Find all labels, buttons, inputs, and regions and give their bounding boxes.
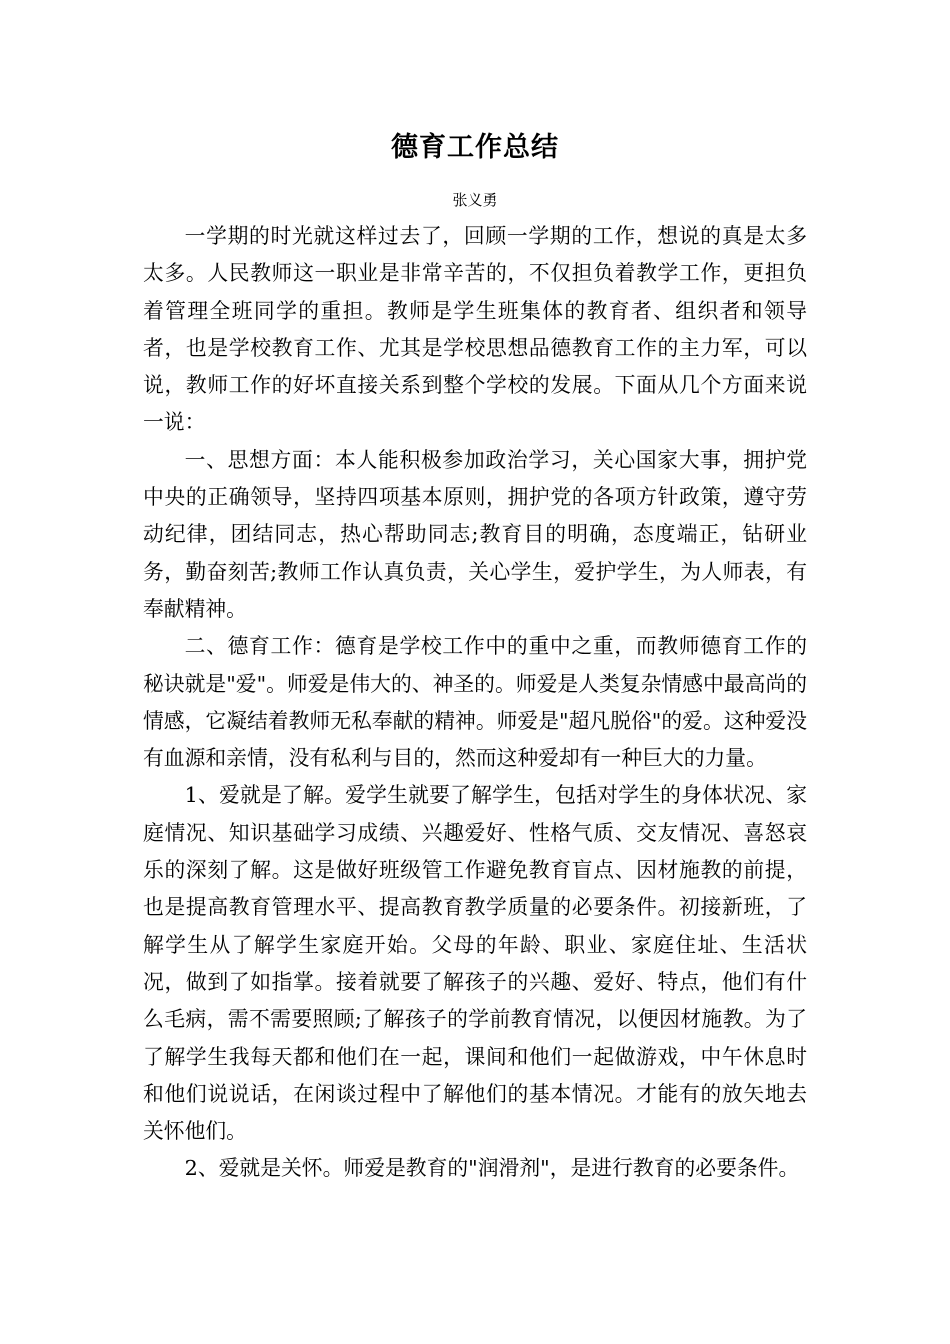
paragraph-love-is-care: 2、爱就是关怀。师爱是教育的"润滑剂"，是进行教育的必要条件。: [184, 1156, 800, 1181]
paragraph-intro: 一学期的时光就这样过去了，回顾一学期的工作，想说的真是太多太多。人民教师这一职业是非常辛苦的，不仅担负着教学工作，更担负着管理全班同学的重担。教师是学生班集体的教育者、组织者和领导者，也是学校教育工作、尤其是学校思想品德教育工作的主力军，可以说，教师工作的好坏直接关系到整个学校的发展。下面从几个方面来说一说：: [143, 224, 807, 435]
document-body: [143, 218, 807, 1188]
document-author: 张义勇: [452, 191, 498, 209]
paragraph-ideology: 一、思想方面：本人能积极参加政治学习，关心国家大事，拥护党中央的正确领导，坚持四项基本原则，拥护党的各项方针政策，遵守劳动纪律，团结同志，热心帮助同志;教育目的明确，态度端正，钻研业务，勤奋刻苦;教师工作认真负责，关心学生，爱护学生，为人师表，有奉献精神。: [143, 447, 807, 621]
paragraph-moral-education: 二、德育工作：德育是学校工作中的重中之重，而教师德育工作的秘诀就是"爱"。师爱是伟大的、神圣的。师爱是人类复杂情感中最高尚的情感，它凝结着教师无私奉献的精神。师爱是"超凡脱俗"的爱。这种爱没有血源和亲情，没有私利与目的，然而这种爱却有一种巨大的力量。: [143, 634, 807, 771]
paragraph-love-is-understanding: 1、爱就是了解。爱学生就要了解学生，包括对学生的身体状况、家庭情况、知识基础学习成绩、兴趣爱好、性格气质、交友情况、喜怒哀乐的深刻了解。这是做好班级管工作避免教育盲点、因材施教的前提，也是提高教育管理水平、提高教育教学质量的必要条件。初接新班，了解学生从了解学生家庭开始。父母的年龄、职业、家庭住址、生活状况，做到了如指掌。接着就要了解孩子的兴趣、爱好、特点，他们有什么毛病，需不需要照顾;了解孩子的学前教育情况，以便因材施教。为了了解学生我每天都和他们在一起，课间和他们一起做游戏，中午休息时和他们说说话，在闲谈过程中了解他们的基本情况。才能有的放矢地去关怀他们。: [143, 783, 807, 1144]
document-title: 德育工作总结: [391, 132, 559, 163]
